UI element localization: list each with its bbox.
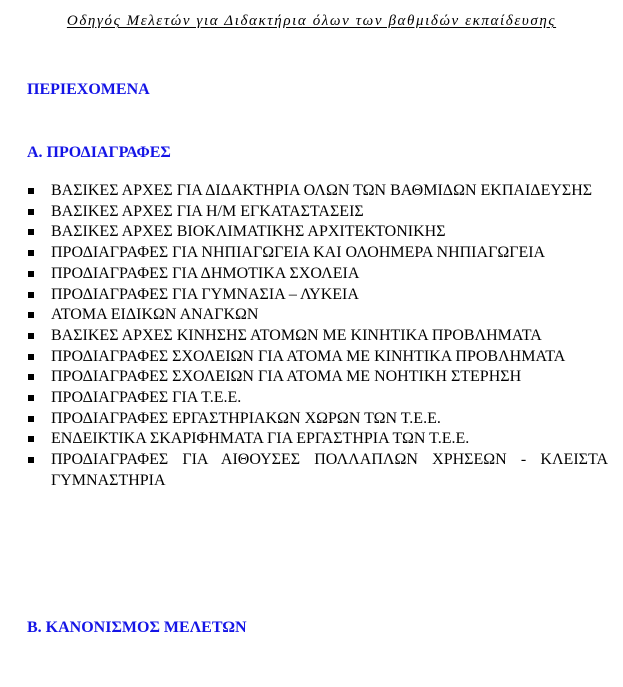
list-item — [0, 409, 623, 430]
section-a-item-list — [0, 181, 623, 492]
square-bullet-icon — [28, 292, 34, 298]
running-header — [0, 11, 623, 31]
list-item — [0, 429, 623, 450]
square-bullet-icon — [28, 271, 34, 277]
list-item-label: ΠΡΟΔΙΑΓΡΑΦΕΣ ΣΧΟΛΕΙΩΝ ΓΙΑ ΑΤΟΜΑ ΜΕ ΝΟΗΤΙΚΗ ΣΤΕΡΗΣΗ — [51, 368, 522, 386]
list-item-label: ΠΡΟΔΙΑΓΡΑΦΕΣ ΓΙΑ ΓΥΜΝΑΣΙΑ – ΛΥΚΕΙΑ — [51, 285, 359, 303]
running-header-title: Οδηγός Μελετών για Διδακτήρια όλων των βαθμιδών εκπαίδευσης — [66, 13, 557, 29]
list-item-label: ΒΑΣΙΚΕΣ ΑΡΧΕΣ ΓΙΑ Η/Μ ΕΓΚΑΤΑΣΤΑΣΕΙΣ — [51, 202, 364, 220]
list-item-label: ΠΡΟΔΙΑΓΡΑΦΕΣ ΓΙΑ ΝΗΠΙΑΓΩΓΕΙΑ ΚΑΙ ΟΛΟΗΜΕΡΑ ΝΗΠΙΑΓΩΓΕΙΑ — [51, 244, 546, 262]
list-item-label: ΒΑΣΙΚΕΣ ΑΡΧΕΣ ΒΙΟΚΛΙΜΑΤΙΚΗΣ ΑΡΧΙΤΕΚΤΟΝΙΚΗΣ — [51, 223, 446, 241]
list-item — [0, 264, 623, 285]
list-item — [0, 367, 623, 388]
list-item — [0, 347, 623, 368]
square-bullet-icon — [28, 374, 34, 380]
contents-heading: ΠΕΡΙΕΧΟΜΕΝΑ — [27, 81, 150, 98]
square-bullet-icon — [28, 312, 34, 318]
list-item-label: ΠΡΟΔΙΑΓΡΑΦΕΣ ΓΙΑ ΔΗΜΟΤΙΚΑ ΣΧΟΛΕΙΑ — [51, 264, 360, 282]
list-item — [0, 202, 623, 223]
square-bullet-icon — [28, 354, 34, 360]
square-bullet-icon — [28, 416, 34, 422]
square-bullet-icon — [28, 250, 34, 256]
list-item — [0, 243, 623, 264]
square-bullet-icon — [28, 457, 34, 463]
square-bullet-icon — [28, 436, 34, 442]
list-item — [0, 326, 623, 347]
list-item — [0, 388, 623, 409]
list-item — [0, 181, 623, 202]
square-bullet-icon — [28, 188, 34, 194]
square-bullet-icon — [28, 395, 34, 401]
list-item — [0, 305, 623, 326]
list-item — [0, 222, 623, 243]
list-item-label: ΒΑΣΙΚΕΣ ΑΡΧΕΣ ΚΙΝΗΣΗΣ ΑΤΟΜΩΝ ΜΕ ΚΙΝΗΤΙΚΑ ΠΡΟΒΛΗΜΑΤΑ — [51, 326, 542, 344]
list-item-label: ΠΡΟΔΙΑΓΡΑΦΕΣ ΣΧΟΛΕΙΩΝ ΓΙΑ ΑΤΟΜΑ ΜΕ ΚΙΝΗΤΙΚΑ ΠΡΟΒΛΗΜΑΤΑ — [51, 347, 566, 365]
list-item-label: ΑΤΟΜΑ ΕΙΔΙΚΩΝ ΑΝΑΓΚΩΝ — [51, 306, 259, 324]
square-bullet-icon — [28, 229, 34, 235]
section-a-heading: Α. ΠΡΟΔΙΑΓΡΑΦΕΣ — [27, 144, 171, 161]
list-item-label: ΠΡΟΔΙΑΓΡΑΦΕΣ ΓΙΑ ΑΙΘΟΥΣΕΣ ΠΟΛΛΑΠΛΩΝ ΧΡΗΣΕΩΝ - ΚΛΕΙΣΤΑ ΓΥΜΝΑΣΤΗΡΙΑ — [51, 451, 608, 489]
square-bullet-icon — [28, 209, 34, 215]
section-b-heading: Β. ΚΑΝΟΝΙΣΜΟΣ ΜΕΛΕΤΩΝ — [27, 619, 247, 636]
list-item-label: ΠΡΟΔΙΑΓΡΑΦΕΣ ΕΡΓΑΣΤΗΡΙΑΚΩΝ ΧΩΡΩΝ ΤΩΝ Τ.Ε.Ε. — [51, 409, 441, 427]
square-bullet-icon — [28, 333, 34, 339]
list-item-label: ΠΡΟΔΙΑΓΡΑΦΕΣ ΓΙΑ Τ.Ε.Ε. — [51, 389, 242, 407]
list-item-label: ΕΝΔΕΙΚΤΙΚΑ ΣΚΑΡΙΦΗΜΑΤΑ ΓΙΑ ΕΡΓΑΣΤΗΡΙΑ ΤΩΝ Τ.Ε.Ε. — [51, 430, 470, 448]
list-item-label: ΒΑΣΙΚΕΣ ΑΡΧΕΣ ΓΙΑ ΔΙΔΑΚΤΗΡΙΑ ΟΛΩΝ ΤΩΝ ΒΑΘΜΙΔΩΝ ΕΚΠΑΙΔΕΥΣΗΣ — [51, 182, 593, 199]
list-item — [0, 285, 623, 306]
list-item — [0, 450, 623, 491]
